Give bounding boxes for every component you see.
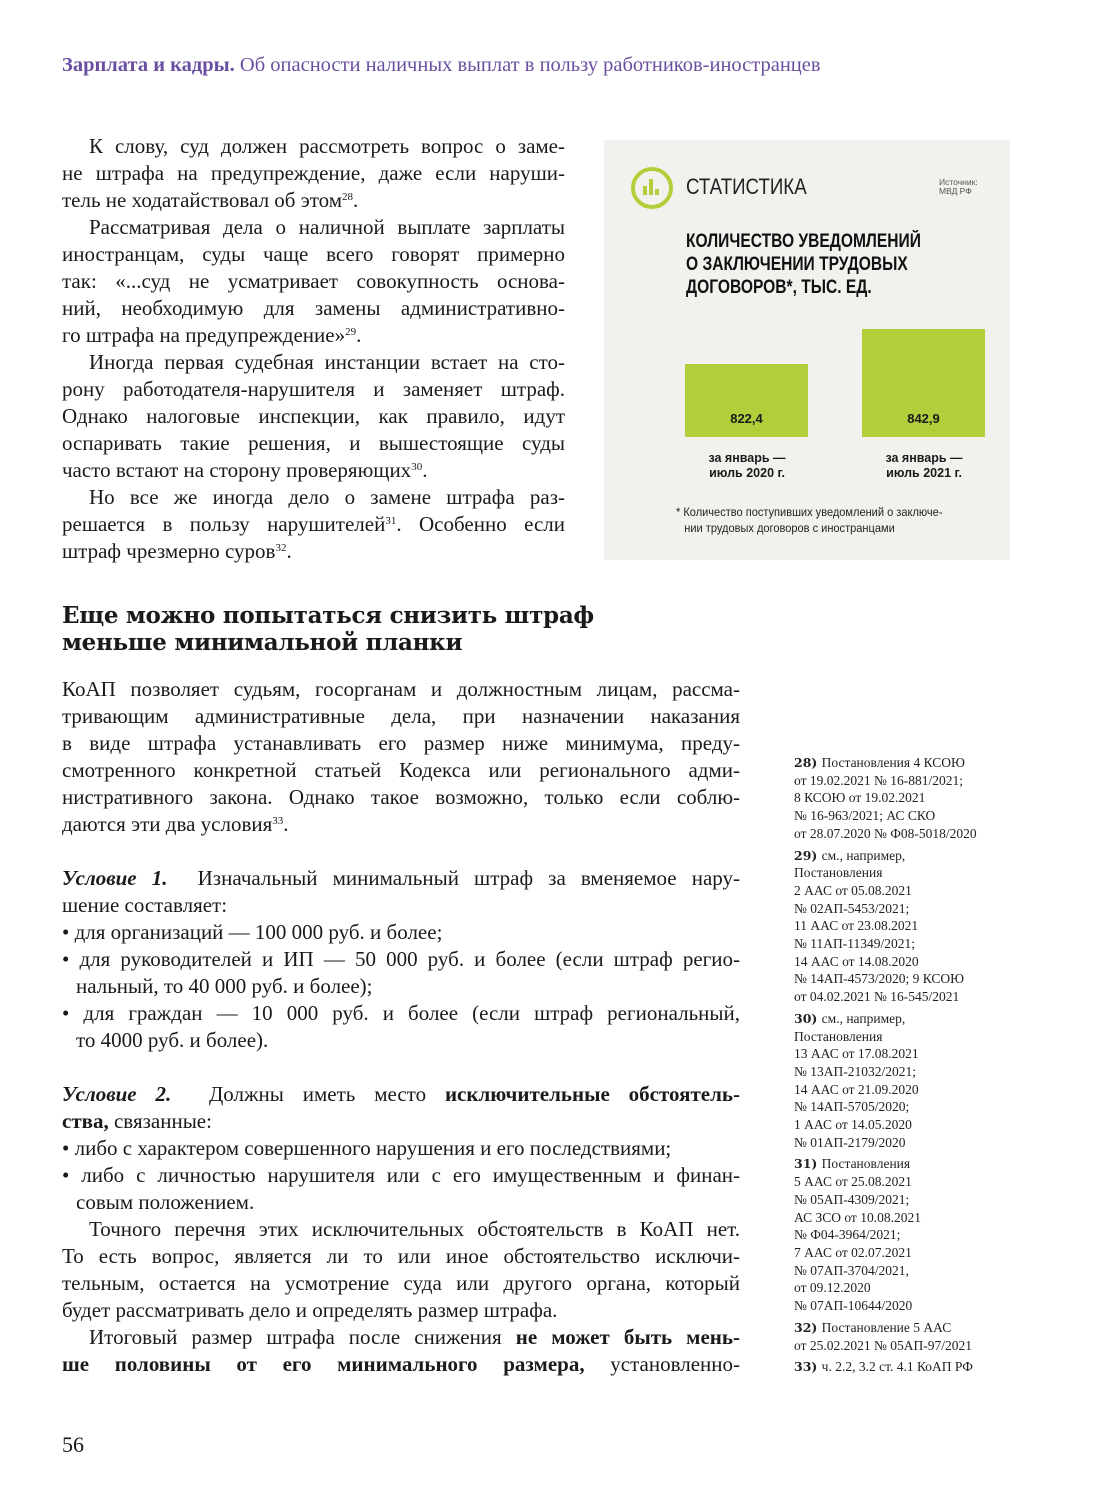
text-run: Рассматривая дела о наличной выплате зарплаты	[89, 215, 565, 239]
footnote-line	[794, 988, 977, 1006]
footnote-line	[794, 1063, 977, 1081]
footnote-item	[794, 1358, 977, 1376]
footnote-number: 32)	[794, 1319, 822, 1335]
text-line	[62, 484, 565, 511]
footnote-line	[794, 1028, 977, 1046]
note-line: * Количество поступивших уведомлений о заключе-	[676, 505, 943, 519]
footnote-line	[794, 970, 977, 988]
text-column-1	[62, 133, 565, 565]
spacer	[62, 1054, 740, 1081]
text-run: установленно-	[584, 1352, 740, 1376]
footnote-text: от 25.02.2021 № 05АП-97/2021	[794, 1337, 972, 1353]
chart-bar	[862, 329, 985, 437]
text-line	[62, 511, 565, 538]
footnote-text: от 28.07.2020 № Ф08-5018/2020	[794, 825, 977, 841]
text-run: часто встают на сторону проверяющих	[62, 458, 412, 482]
text-line	[62, 892, 740, 919]
text-line	[62, 1000, 740, 1027]
footnote-line	[794, 1155, 977, 1173]
text-line	[62, 865, 740, 892]
text-run: Точного перечня этих исключительных обстоятельств в КоАП нет.	[89, 1217, 740, 1241]
footnote-line	[794, 1209, 977, 1227]
text-run: Должны иметь место	[171, 1082, 445, 1106]
footnote-text: 13 ААС от 17.08.2021	[794, 1046, 919, 1062]
footnote-line	[794, 1226, 977, 1244]
text-column-2	[62, 676, 740, 1378]
emphasis: исключительные обстоятель-	[444, 1082, 740, 1106]
footnote-line	[794, 900, 977, 918]
footnote-text: 2 ААС от 05.08.2021	[794, 882, 912, 898]
footnote-line	[794, 1262, 977, 1280]
text-run: оспаривать такие решения, и вышестоящие суды	[62, 431, 565, 455]
footnote-text: 5 ААС от 25.08.2021	[794, 1174, 912, 1190]
text-line	[62, 1081, 740, 1108]
footnote-line	[794, 1134, 977, 1152]
footnote-number: 31)	[794, 1156, 822, 1172]
footnote-item	[794, 1155, 977, 1314]
footnote-item	[794, 754, 977, 843]
footnote-text: см., например,	[821, 847, 906, 863]
emphasis: Условие 2.	[62, 1082, 172, 1106]
caption-line: КОЛИЧЕСТВО УВЕДОМЛЕНИЙ	[686, 231, 921, 252]
text-line	[62, 430, 565, 457]
chart-caption	[686, 230, 921, 299]
running-header	[62, 54, 821, 77]
footnote-ref: 29	[345, 326, 357, 338]
footnote-text: Постановления	[794, 865, 883, 881]
footnote-text: 11 ААС от 23.08.2021	[794, 918, 919, 934]
text-run: тель не ходатайствовал об этом	[62, 188, 343, 212]
text-line	[62, 214, 565, 241]
source-label: Источник:	[939, 177, 978, 187]
text-line	[62, 457, 565, 484]
text-line	[62, 946, 740, 973]
text-line	[62, 1297, 740, 1324]
text-line	[62, 187, 565, 214]
footnote-line	[794, 1358, 977, 1376]
text-run: рону работодателя-нарушителя и заменяет штраф.	[62, 377, 565, 401]
text-run: .	[422, 458, 428, 482]
text-run: тельным, остается на усмотрение суда или другого органа, который	[62, 1271, 740, 1295]
emphasis: ства,	[62, 1109, 109, 1133]
footnote-text: 1 ААС от 14.05.2020	[794, 1117, 912, 1133]
text-line	[62, 160, 565, 187]
footnote-line	[794, 1045, 977, 1063]
bar-category-label	[677, 451, 817, 481]
section-heading	[62, 602, 594, 656]
text-line	[62, 322, 565, 349]
text-line	[62, 1270, 740, 1297]
text-run: То есть вопрос, является ли то или иное обстоятельство исключи-	[62, 1244, 740, 1268]
category-line: за январь —	[708, 451, 786, 465]
footnote-line	[794, 1279, 977, 1297]
text-line	[62, 973, 740, 1000]
text-run: нальный, то 40 000 руб. и более);	[76, 974, 373, 998]
footnote-line	[794, 1116, 977, 1134]
text-run: • для граждан — 10 000 руб. и более (если штраф региональный,	[62, 1001, 740, 1025]
footnote-line	[794, 935, 977, 953]
footnote-text: № 13АП-21032/2021;	[794, 1063, 917, 1079]
text-line	[62, 730, 740, 757]
footnote-number: 30)	[794, 1010, 822, 1026]
text-line	[62, 919, 740, 946]
footnote-text: 7 ААС от 02.07.2021	[794, 1244, 912, 1260]
text-run: .	[286, 539, 292, 563]
footnote-text: № 14АП-5705/2020;	[794, 1099, 910, 1115]
text-run: нистративного закона. Однако такое возможно, только если соблю-	[62, 785, 740, 809]
text-run: • либо с характером совершенного нарушения и его последствиями;	[62, 1136, 672, 1160]
text-line	[62, 295, 565, 322]
text-run: в виде штрафа устанавливать его размер ниже минимума, преду-	[62, 731, 740, 755]
footnote-line	[794, 1297, 977, 1315]
text-line	[62, 133, 565, 160]
footnote-line	[794, 882, 977, 900]
chart-footnote	[676, 504, 942, 536]
emphasis: ше половины от его минимального размера,	[62, 1352, 585, 1376]
footnote-text: Постановления	[794, 1028, 883, 1044]
footnote-number: 33)	[794, 1359, 822, 1375]
footnote-ref: 33	[272, 815, 284, 827]
footnote-line	[794, 825, 977, 843]
footnote-text: 8 КСОЮ от 19.02.2021	[794, 790, 926, 806]
footnote-text: № 14АП-4573/2020; 9 КСОЮ	[794, 971, 965, 987]
text-run: ний, необходимую для замены административно-	[62, 296, 565, 320]
text-line	[62, 538, 565, 565]
caption-line: О ЗАКЛЮЧЕНИИ ТРУДОВЫХ	[686, 254, 908, 275]
text-run: • либо с личностью нарушителя или с его имущественным и финан-	[62, 1163, 740, 1187]
footnote-text: № Ф04-3964/2021;	[794, 1227, 901, 1243]
footnote-text: № 16-963/2021; АС СКО	[794, 808, 936, 824]
heading-line: Еще можно попытаться снизить штраф	[62, 602, 594, 629]
stats-title: СТАТИСТИКА	[686, 174, 807, 199]
footnote-text: 14 ААС от 21.09.2020	[794, 1081, 919, 1097]
footnote-ref: 31	[385, 515, 397, 527]
footnote-line	[794, 1081, 977, 1099]
footnote-line	[794, 1098, 977, 1116]
footnote-text: АС ЗСО от 10.08.2021	[794, 1209, 921, 1225]
stats-source	[939, 178, 978, 196]
article-title: Об опасности наличных выплат в пользу работников-иностранцев	[234, 54, 821, 76]
page-number: 56	[62, 1432, 84, 1457]
footnote-line	[794, 917, 977, 935]
footnote-line	[794, 1337, 977, 1355]
footnote-ref: 28	[342, 191, 354, 203]
text-run: К слову, суд должен рассмотреть вопрос о заме-	[89, 134, 565, 158]
bar-value-label: 822,4	[730, 410, 763, 426]
text-run: шение составляет:	[62, 893, 228, 917]
footnote-line	[794, 772, 977, 790]
text-run: КоАП позволяет судьям, госорганам и должностным лицам, рассма-	[62, 677, 740, 701]
text-run: совым положением.	[76, 1190, 255, 1214]
footnote-text: № 02АП-5453/2021;	[794, 900, 910, 916]
text-line	[62, 241, 565, 268]
text-line	[62, 784, 740, 811]
text-run: решается в пользу нарушителей	[62, 512, 386, 536]
category-line: июль 2021 г.	[886, 466, 962, 480]
footnote-ref: 32	[275, 542, 287, 554]
category-line: за январь —	[885, 451, 963, 465]
footnote-text: № 11АП-11349/2021;	[794, 936, 915, 952]
text-run: штраф чрезмерно суров	[62, 539, 276, 563]
footnote-text: от 09.12.2020	[794, 1280, 871, 1296]
text-line	[62, 757, 740, 784]
footnote-text: от 19.02.2021 № 16-881/2021;	[794, 772, 963, 788]
note-line: нии трудовых договоров с иностранцами	[684, 521, 895, 535]
text-run: так: «...суд не усматривает совокупность основа-	[62, 269, 565, 293]
text-line	[62, 1216, 740, 1243]
footnote-line	[794, 1319, 977, 1337]
text-line	[62, 1324, 740, 1351]
category-line: июль 2020 г.	[709, 466, 785, 480]
text-run: .	[353, 188, 359, 212]
emphasis: Условие 1.	[62, 866, 168, 890]
footnote-line	[794, 754, 977, 772]
caption-line: ДОГОВОРОВ*, ТЫС. ЕД.	[686, 277, 872, 298]
text-run: иностранцам, суды чаще всего говорят примерно	[62, 242, 565, 266]
footnote-line	[794, 807, 977, 825]
footnote-number: 29)	[794, 847, 822, 863]
footnote-line	[794, 1173, 977, 1191]
text-line	[62, 268, 565, 295]
heading-line: меньше минимальной планки	[62, 629, 463, 656]
text-run: Изначальный минимальный штраф за вменяемое нару-	[167, 866, 740, 890]
footnote-item	[794, 1010, 977, 1152]
text-run: смотренного конкретной статьей Кодекса или регионального адми-	[62, 758, 740, 782]
text-line	[62, 1135, 740, 1162]
text-line	[62, 703, 740, 730]
text-line	[62, 1108, 740, 1135]
spacer	[62, 838, 740, 865]
text-run: Иногда первая судебная инстанции встает на сто-	[89, 350, 565, 374]
text-line	[62, 1189, 740, 1216]
text-run: связанные:	[108, 1109, 212, 1133]
footnote-line	[794, 1191, 977, 1209]
footnote-text: Постановления 4 КСОЮ	[821, 755, 965, 770]
text-line	[62, 376, 565, 403]
text-run: даются эти два условия	[62, 812, 273, 836]
text-run: • для организаций — 100 000 руб. и более;	[62, 920, 443, 944]
text-line	[62, 1243, 740, 1270]
footnote-text: см., например,	[821, 1010, 906, 1026]
text-run: .	[283, 812, 289, 836]
text-run: • для руководителей и ИП — 50 000 руб. и более (если штраф регио-	[62, 947, 740, 971]
footnote-text: Постановление 5 ААС	[821, 1319, 952, 1335]
text-line	[62, 1162, 740, 1189]
text-run: тривающим административные дела, при назначении наказания	[62, 704, 740, 728]
text-run: то 4000 руб. и более).	[76, 1028, 269, 1052]
footnote-text: 14 ААС от 14.08.2020	[794, 953, 919, 969]
text-run: Итоговый размер штрафа после снижения	[89, 1325, 516, 1349]
footnotes	[794, 754, 977, 1380]
footnote-text: Постановления	[821, 1156, 911, 1172]
text-run: . Особенно если	[396, 512, 565, 536]
bar-value-label: 842,9	[907, 410, 940, 426]
text-run: Но все же иногда дело о замене штрафа раз-	[89, 485, 565, 509]
text-run: будет рассматривать дело и определять размер штрафа.	[62, 1298, 558, 1322]
statistics-box	[604, 140, 1010, 560]
text-run: го штрафа на предупреждение»	[62, 323, 346, 347]
text-line	[62, 1027, 740, 1054]
footnote-line	[794, 1244, 977, 1262]
source-value: МВД РФ	[939, 186, 972, 196]
footnote-item	[794, 847, 977, 1006]
text-run: не штрафа на предупреждение, даже если наруши-	[62, 161, 565, 185]
footnote-line	[794, 789, 977, 807]
text-line	[62, 811, 740, 838]
text-line	[62, 349, 565, 376]
emphasis: не может быть мень-	[515, 1325, 740, 1349]
footnote-text: от 04.02.2021 № 16-545/2021	[794, 989, 960, 1005]
footnote-ref: 30	[411, 461, 423, 473]
footnote-line	[794, 953, 977, 971]
text-line	[62, 403, 565, 430]
text-line	[62, 1351, 740, 1378]
footnote-number: 28)	[794, 755, 822, 770]
footnote-text: ч. 2.2, 3.2 ст. 4.1 КоАП РФ	[821, 1359, 973, 1375]
footnote-item	[794, 1319, 977, 1354]
footnote-line	[794, 1010, 977, 1028]
section-name: Зарплата и кадры.	[62, 54, 235, 76]
footnote-line	[794, 847, 977, 865]
footnote-text: № 07АП-10644/2020	[794, 1298, 913, 1314]
text-line	[62, 676, 740, 703]
footnote-text: № 01АП-2179/2020	[794, 1134, 906, 1150]
text-run: .	[356, 323, 362, 347]
text-run: Однако налоговые инспекции, как правило, идут	[62, 404, 565, 428]
footnote-text: № 07АП-3704/2021,	[794, 1262, 909, 1278]
bar-chart-icon	[631, 167, 673, 209]
bar-category-label	[854, 451, 994, 481]
footnote-line	[794, 864, 977, 882]
footnote-text: № 05АП-4309/2021;	[794, 1191, 910, 1207]
chart-bar	[685, 364, 808, 437]
